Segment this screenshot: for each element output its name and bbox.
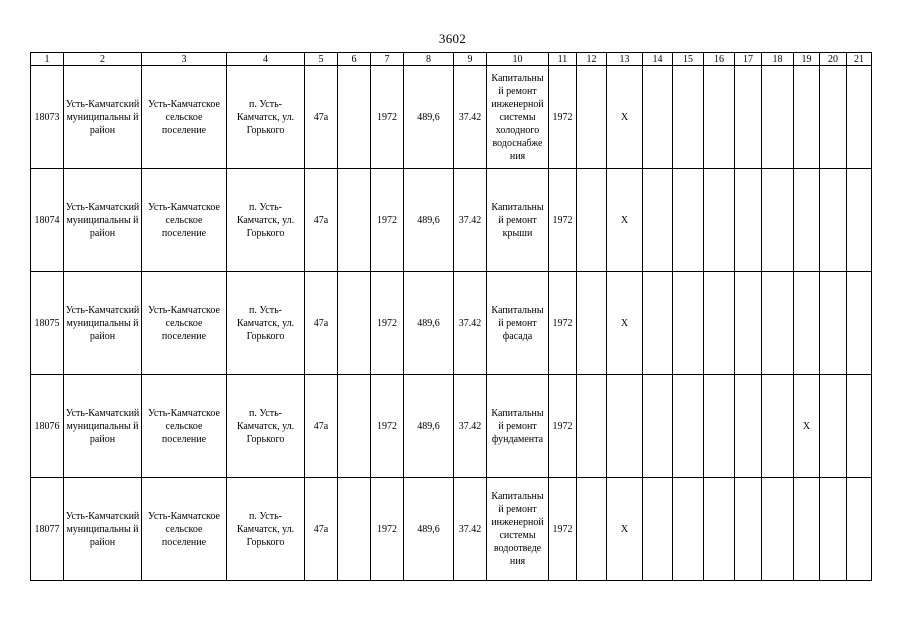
address-cell: п. Усть-Камчатск, ул. Горького xyxy=(227,66,305,169)
column-number: 4 xyxy=(227,53,305,66)
col21-cell xyxy=(847,66,872,169)
col20-cell xyxy=(820,375,847,478)
table-row xyxy=(31,169,872,272)
col20-cell xyxy=(820,478,847,581)
col21-cell xyxy=(847,272,872,375)
col13-cell xyxy=(607,375,643,478)
area-cell: 489,6 xyxy=(404,478,454,581)
district-cell: Усть-Камчатский муниципальны й район xyxy=(64,478,142,581)
col6-cell xyxy=(338,375,371,478)
col11-cell: 1972 xyxy=(549,272,577,375)
col16-cell xyxy=(704,66,735,169)
col14-cell xyxy=(643,375,673,478)
col14-cell xyxy=(643,66,673,169)
work-cell: Капитальны й ремонт фасада xyxy=(487,272,549,375)
table-row xyxy=(31,66,872,169)
col17-cell xyxy=(735,169,762,272)
year-cell: 1972 xyxy=(371,169,404,272)
col12-cell xyxy=(577,375,607,478)
house-cell: 47а xyxy=(305,478,338,581)
col21-cell xyxy=(847,375,872,478)
page-number: 3602 xyxy=(438,31,467,46)
col11-cell: 1972 xyxy=(549,375,577,478)
house-cell: 47а xyxy=(305,169,338,272)
address-cell: п. Усть-Камчатск, ул. Горького xyxy=(227,375,305,478)
col17-cell xyxy=(735,66,762,169)
area-cell: 489,6 xyxy=(404,169,454,272)
house-cell: 47а xyxy=(305,66,338,169)
column-number: 7 xyxy=(371,53,404,66)
col19-cell xyxy=(794,272,820,375)
address-cell: п. Усть-Камчатск, ул. Горького xyxy=(227,169,305,272)
district-cell: Усть-Камчатский муниципальны й район xyxy=(64,66,142,169)
col12-cell xyxy=(577,272,607,375)
column-number: 17 xyxy=(735,53,762,66)
row-id: 18075 xyxy=(31,272,64,375)
col17-cell xyxy=(735,375,762,478)
col16-cell xyxy=(704,272,735,375)
column-number: 14 xyxy=(643,53,673,66)
settlement-cell: Усть-Камчатское сельское поселение xyxy=(142,272,227,375)
table-row xyxy=(31,375,872,478)
work-cell: Капитальны й ремонт инженерной системы водоотведе ния xyxy=(487,478,549,581)
col15-cell xyxy=(673,478,704,581)
col12-cell xyxy=(577,169,607,272)
col18-cell xyxy=(762,375,794,478)
table-row xyxy=(31,272,872,375)
column-number: 8 xyxy=(404,53,454,66)
col15-cell xyxy=(673,375,704,478)
col14-cell xyxy=(643,169,673,272)
col13-cell: X xyxy=(607,272,643,375)
col14-cell xyxy=(643,478,673,581)
row-id: 18073 xyxy=(31,66,64,169)
row-id: 18077 xyxy=(31,478,64,581)
column-number: 10 xyxy=(487,53,549,66)
house-cell: 47а xyxy=(305,272,338,375)
col16-cell xyxy=(704,169,735,272)
col18-cell xyxy=(762,169,794,272)
col17-cell xyxy=(735,272,762,375)
col12-cell xyxy=(577,66,607,169)
column-number: 20 xyxy=(820,53,847,66)
col13-cell: X xyxy=(607,66,643,169)
column-number: 1 xyxy=(31,53,64,66)
row-id: 18074 xyxy=(31,169,64,272)
district-cell: Усть-Камчатский муниципальны й район xyxy=(64,169,142,272)
col16-cell xyxy=(704,478,735,581)
column-number-row xyxy=(31,53,872,66)
house-cell: 47а xyxy=(305,375,338,478)
settlement-cell: Усть-Камчатское сельское поселение xyxy=(142,375,227,478)
year-cell: 1972 xyxy=(371,375,404,478)
col17-cell xyxy=(735,478,762,581)
col21-cell xyxy=(847,478,872,581)
col6-cell xyxy=(338,272,371,375)
column-number: 5 xyxy=(305,53,338,66)
column-number: 16 xyxy=(704,53,735,66)
year-cell: 1972 xyxy=(371,272,404,375)
col13-cell: X xyxy=(607,169,643,272)
area-cell: 489,6 xyxy=(404,272,454,375)
area-cell: 489,6 xyxy=(404,375,454,478)
col13-cell: X xyxy=(607,478,643,581)
col11-cell: 1972 xyxy=(549,478,577,581)
col18-cell xyxy=(762,272,794,375)
settlement-cell: Усть-Камчатское сельское поселение xyxy=(142,66,227,169)
col9-cell: 37.42 xyxy=(454,169,487,272)
settlement-cell: Усть-Камчатское сельское поселение xyxy=(142,478,227,581)
col11-cell: 1972 xyxy=(549,66,577,169)
col19-cell xyxy=(794,66,820,169)
column-number: 18 xyxy=(762,53,794,66)
column-number: 12 xyxy=(577,53,607,66)
column-number: 2 xyxy=(64,53,142,66)
col21-cell xyxy=(847,169,872,272)
work-cell: Капитальны й ремонт инженерной системы холодного водоснабже ния xyxy=(487,66,549,169)
col15-cell xyxy=(673,66,704,169)
column-number: 19 xyxy=(794,53,820,66)
col9-cell: 37.42 xyxy=(454,272,487,375)
col18-cell xyxy=(762,478,794,581)
col20-cell xyxy=(820,169,847,272)
col20-cell xyxy=(820,272,847,375)
col19-cell xyxy=(794,478,820,581)
district-cell: Усть-Камчатский муниципальны й район xyxy=(64,272,142,375)
area-cell: 489,6 xyxy=(404,66,454,169)
col18-cell xyxy=(762,66,794,169)
col6-cell xyxy=(338,478,371,581)
col15-cell xyxy=(673,272,704,375)
col6-cell xyxy=(338,66,371,169)
col16-cell xyxy=(704,375,735,478)
col6-cell xyxy=(338,169,371,272)
work-cell: Капитальны й ремонт фундамента xyxy=(487,375,549,478)
col19-cell xyxy=(794,169,820,272)
col14-cell xyxy=(643,272,673,375)
col15-cell xyxy=(673,169,704,272)
address-cell: п. Усть-Камчатск, ул. Горького xyxy=(227,272,305,375)
column-number: 21 xyxy=(847,53,872,66)
column-number: 13 xyxy=(607,53,643,66)
col9-cell: 37.42 xyxy=(454,478,487,581)
year-cell: 1972 xyxy=(371,478,404,581)
col11-cell: 1972 xyxy=(549,169,577,272)
register-table xyxy=(30,52,872,581)
column-number: 15 xyxy=(673,53,704,66)
row-id: 18076 xyxy=(31,375,64,478)
table-row xyxy=(31,478,872,581)
address-cell: п. Усть-Камчатск, ул. Горького xyxy=(227,478,305,581)
col9-cell: 37.42 xyxy=(454,375,487,478)
year-cell: 1972 xyxy=(371,66,404,169)
col12-cell xyxy=(577,478,607,581)
work-cell: Капитальны й ремонт крыши xyxy=(487,169,549,272)
col20-cell xyxy=(820,66,847,169)
settlement-cell: Усть-Камчатское сельское поселение xyxy=(142,169,227,272)
column-number: 6 xyxy=(338,53,371,66)
column-number: 11 xyxy=(549,53,577,66)
col9-cell: 37.42 xyxy=(454,66,487,169)
column-number: 3 xyxy=(142,53,227,66)
col19-cell: X xyxy=(794,375,820,478)
district-cell: Усть-Камчатский муниципальны й район xyxy=(64,375,142,478)
column-number: 9 xyxy=(454,53,487,66)
